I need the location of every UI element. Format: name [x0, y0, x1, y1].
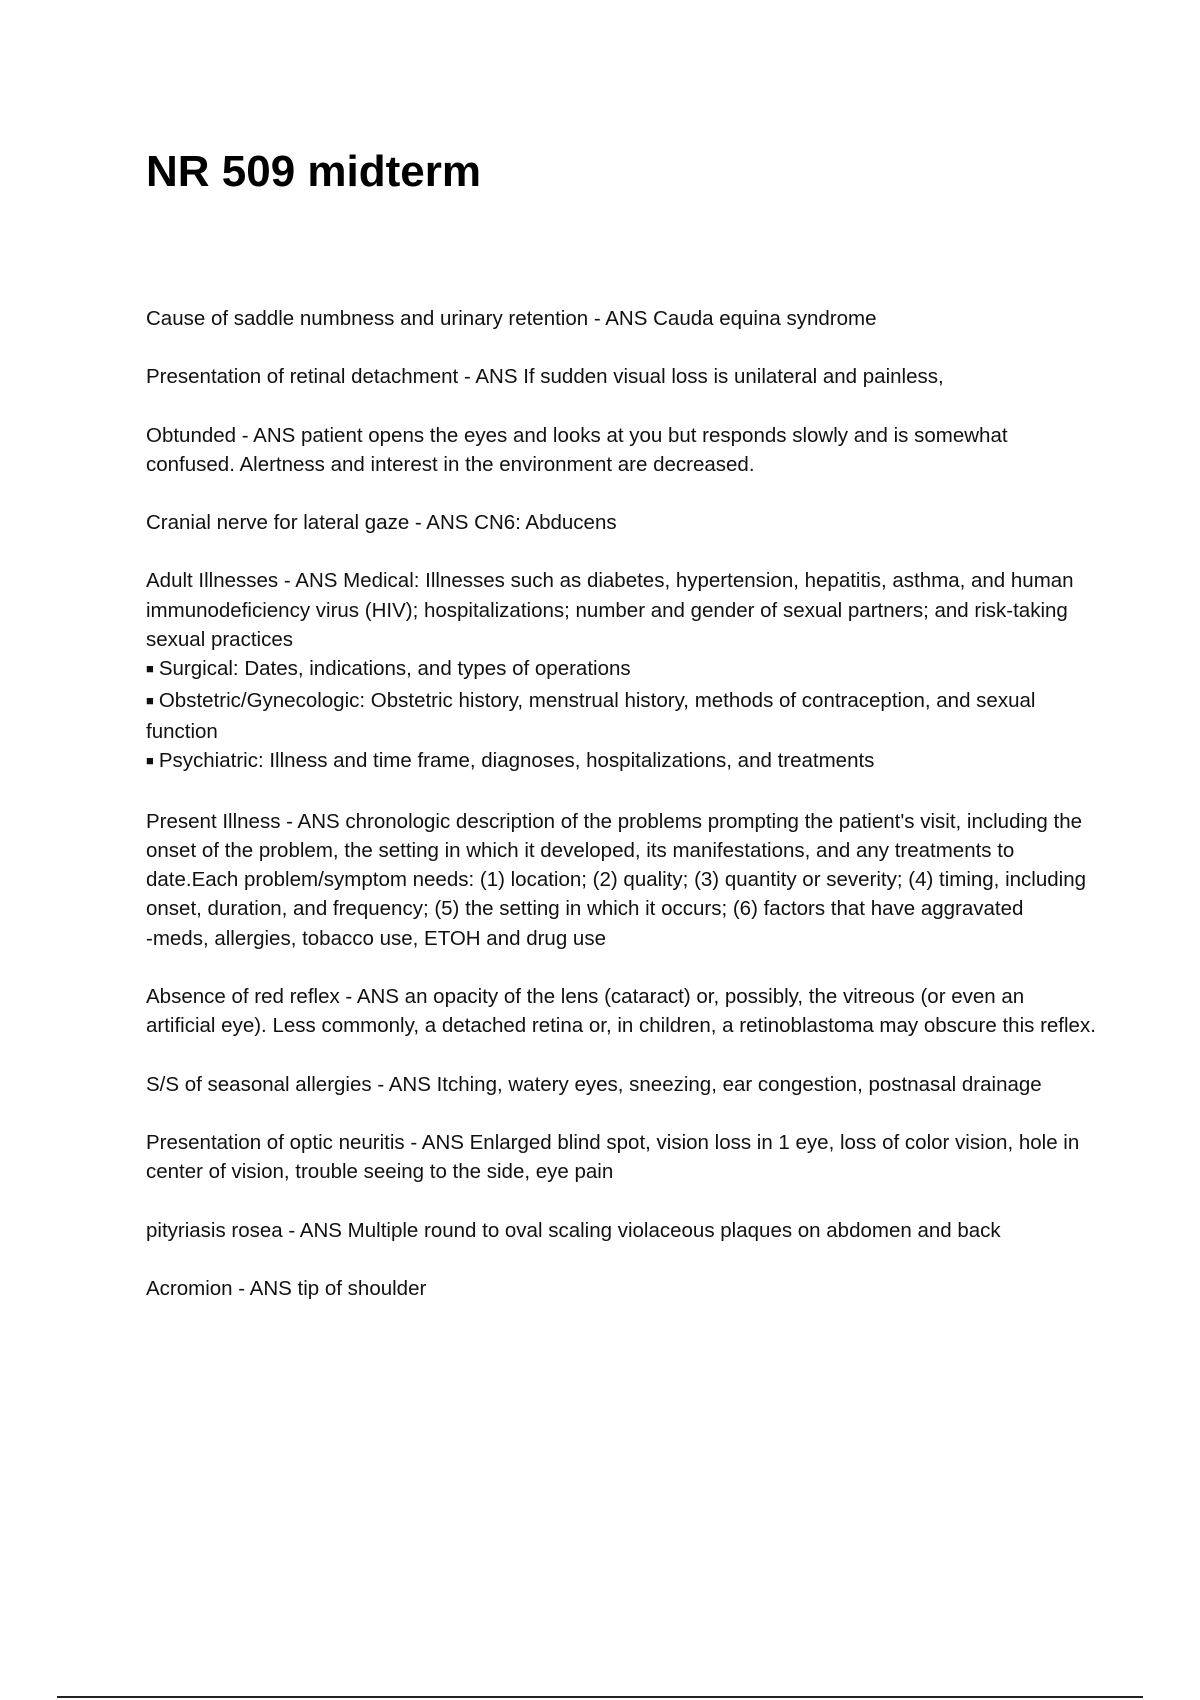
entry-answer: chronologic description of the problems prompting the patient's visit, including the onset of the problem, the setting in which it developed, its manifestations, and any treatments to date.Each problem/symptom needs: (1) location; (2) quality; (3) quantity or severity; (4) timing, including onset, duration, and frequency; (5) the setting in which it occurs; (6) factors that have aggravated [146, 809, 1086, 921]
flashcard-entry [146, 421, 1096, 480]
entry-answer: Multiple round to oval scaling violaceous plaques on abdomen and back [347, 1218, 1001, 1242]
entry-answer: If sudden visual loss is unilateral and painless, [523, 365, 944, 389]
entry-answer: CN6: Abducens [474, 511, 617, 535]
entry-separator: - ANS [409, 511, 475, 535]
entry-answer: tip of shoulder [297, 1276, 427, 1300]
flashcard-entry [146, 304, 1096, 333]
entry-answer: Medical: Illnesses such as diabetes, hypertension, hepatitis, asthma, and human immunodeficiency virus (HIV); hospitalizations; number and gender of sexual partners; and risk-taking sexual practices [146, 569, 1074, 652]
flashcard-entry [146, 508, 1096, 537]
flashcard-entry [146, 1070, 1096, 1099]
entry-separator: - ANS [282, 1218, 348, 1242]
entry-extra-line: -meds, allergies, tobacco use, ETOH and drug use [146, 926, 606, 950]
entry-term: Adult Illnesses [146, 569, 279, 593]
entry-term: Obtunded [146, 423, 237, 447]
entry-text [146, 807, 1096, 924]
entry-text [146, 1128, 1096, 1187]
entry-text [146, 566, 1096, 654]
entry-text [146, 1274, 1096, 1303]
entry-separator: - ANS [588, 307, 654, 330]
flashcard-list [146, 304, 1096, 1332]
bullet-item: ■ Psychiatric: Illness and time frame, diagnoses, hospitalizations, and treatments [146, 746, 1096, 777]
entry-text [146, 508, 1096, 537]
entry-answer: Cauda equina syndrome [653, 307, 877, 330]
entry-text [146, 304, 1096, 333]
entry-separator: - ANS [371, 1072, 437, 1096]
flashcard-entry [146, 807, 1096, 953]
entry-separator: - ANS [339, 985, 405, 1009]
entry-separator: - ANS [232, 1276, 298, 1300]
entry-separator: - ANS [404, 1130, 470, 1154]
bullet-item: ■ Surgical: Dates, indications, and types of operations [146, 654, 1096, 685]
entry-separator: - ANS [458, 365, 524, 389]
entry-text [146, 421, 1096, 480]
entry-separator: - ANS [280, 809, 346, 833]
document-title: NR 509 midterm [146, 147, 482, 196]
entry-answer: Itching, watery eyes, sneezing, ear congestion, postnasal drainage [436, 1072, 1042, 1096]
entry-answer: an opacity of the lens (cataract) or, possibly, the vitreous (or even an artificial eye). Less commonly, a detached retina or, in children, a retinoblastoma may obscure this reflex. [146, 985, 1096, 1038]
entry-term: Absence of red reflex [146, 985, 340, 1009]
flashcard-entry [146, 1128, 1096, 1187]
entry-term: Cause of saddle numbness and urinary retention [146, 307, 589, 330]
flashcard-entry [146, 982, 1096, 1041]
entry-term: S/S of seasonal allergies [146, 1072, 372, 1096]
flashcard-entry [146, 1274, 1096, 1303]
flashcard-entry [146, 566, 1096, 777]
entry-text [146, 362, 1096, 391]
entry-separator: - ANS [236, 423, 301, 447]
flashcard-entry [146, 362, 1096, 391]
entry-text [146, 1070, 1096, 1099]
entry-term: Presentation of retinal detachment [146, 365, 459, 389]
entry-text [146, 1216, 1096, 1245]
bullet-item: ■ Obstetric/Gynecologic: Obstetric history, menstrual history, methods of contraception, and sexual function [146, 686, 1096, 747]
entry-term: pityriasis rosea [146, 1218, 283, 1242]
flashcard-entry [146, 1216, 1096, 1245]
entry-text [146, 982, 1096, 1041]
entry-answer: patient opens the eyes and looks at you but responds slowly and is somewhat confused. Alertness and interest in the environment are decreased. [146, 423, 1008, 476]
entry-term: Present Illness [146, 809, 281, 833]
entry-term: Acromion [146, 1276, 233, 1300]
entry-answer: Enlarged blind spot, vision loss in 1 eye, loss of color vision, hole in center of vision, trouble seeing to the side, eye pain [146, 1130, 1080, 1184]
entry-separator: - ANS [278, 569, 344, 593]
entry-term: Presentation of optic neuritis [146, 1130, 405, 1154]
footer-divider [57, 1696, 1143, 1698]
entry-term: Cranial nerve for lateral gaze [146, 511, 410, 535]
